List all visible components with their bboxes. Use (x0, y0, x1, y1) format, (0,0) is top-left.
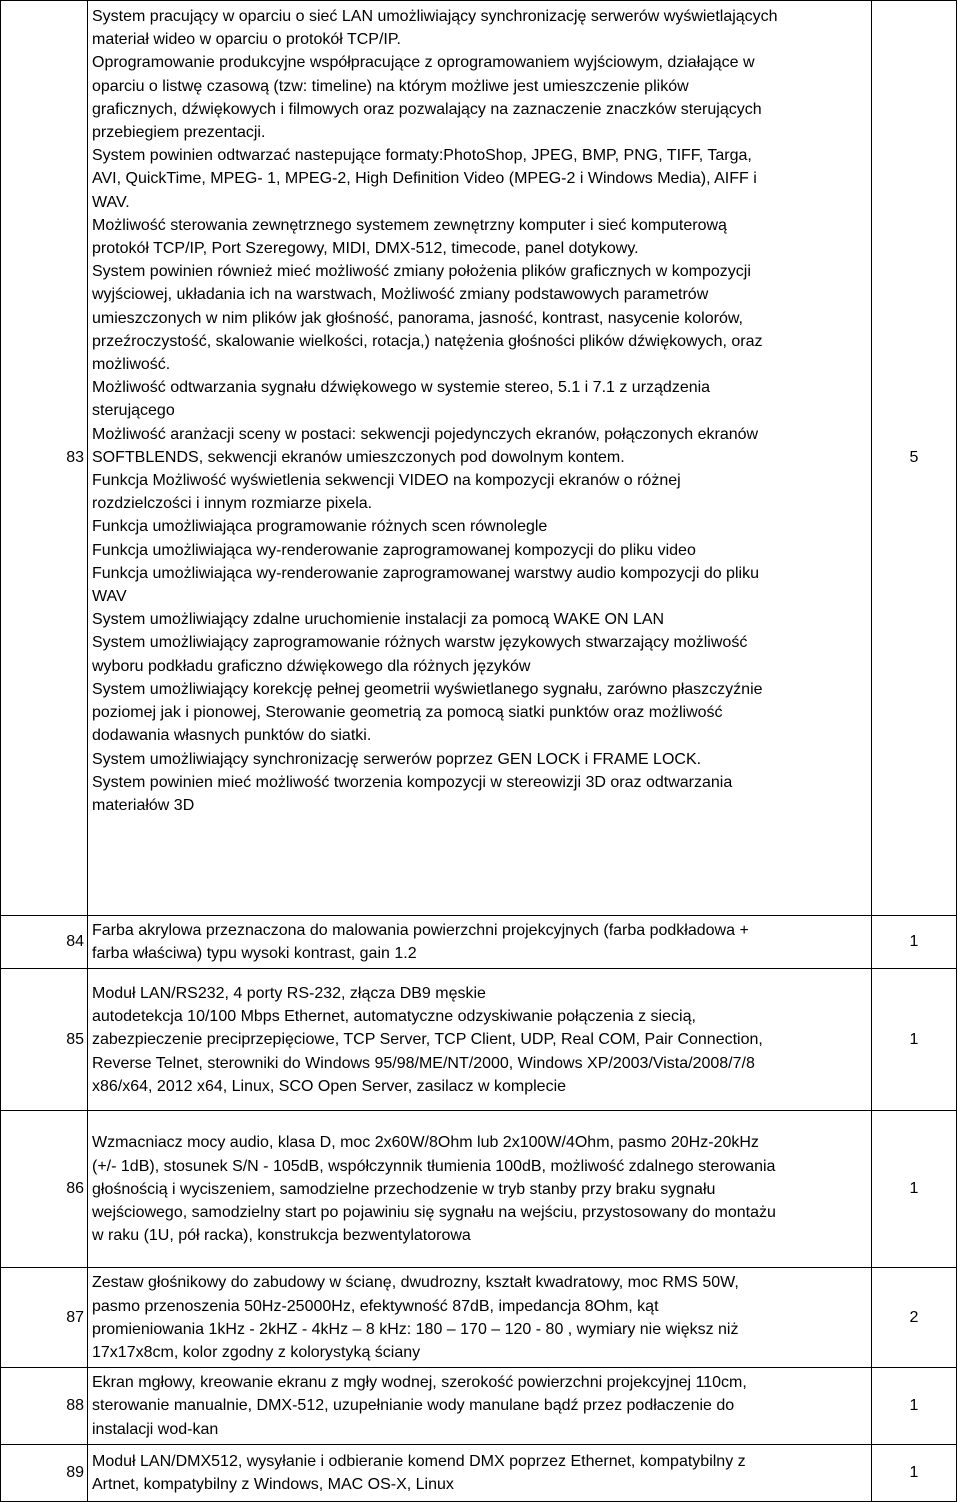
description-line: instalacji wod-kan (92, 1420, 219, 1438)
item-description (88, 916, 872, 969)
table-row (1, 1, 957, 916)
description-line: protokół TCP/IP, Port Szeregowy, MIDI, DMX-512, timecode, panel dotykowy. (92, 240, 639, 258)
description-line: wejściowego, samodzielny start po pojawiniu się sygnału na wejściu, przystosowany do montażu (92, 1204, 776, 1221)
description-line: System umożliwiający zdalne uruchomienie instalacji za pomocą WAKE ON LAN (92, 611, 665, 629)
description-line: System pracujący w oparciu o sieć LAN umożliwiający synchronizację serwerów wyświetlających (92, 8, 778, 25)
description-line: System umożliwiający synchronizację serwerów poprzez GEN LOCK i FRAME LOCK. (92, 750, 702, 768)
description-line: x86/x64, 2012 x64, Linux, SCO Open Server, zasilacz w komplecie (92, 1077, 567, 1095)
description-line: wyjściowej, układania ich na warstwach, Możliwość zmiany podstawowych parametrów (92, 286, 709, 304)
description-line: Możliwość odtwarzania sygnału dźwiękowego w systemie stereo, 5.1 i 7.1 z urządzenia (92, 379, 711, 397)
table-row (1, 1368, 957, 1445)
description-line: przeźroczystość, skalowanie wielkości, rotacja,) natężenia głośności plików dźwiękowych, oraz (92, 332, 763, 350)
description-line: promieniowania 1kHz - 2kHZ - 4kHz – 8 kHz: 180 – 170 – 120 - 80 , wymiary nie większ niż (92, 1320, 739, 1338)
item-description (88, 1111, 872, 1268)
description-line: oparciu o listwę czasową (tzw: timeline) na którym możliwe jest umieszczenie plików (92, 77, 689, 95)
item-quantity: 1 (872, 1444, 957, 1501)
description-line: wyboru podkładu graficzno dźwiękowego dla różnych języków (92, 657, 531, 675)
description-line: Ekran mgłowy, kreowanie ekranu z mgły wodnej, szerokość powierzchni projekcyjnej 110cm, (92, 1374, 747, 1392)
description-line: dodawania własnych punktów do siatki. (92, 727, 372, 745)
description-line: autodetekcja 10/100 Mbps Ethernet, automatyczne odzyskiwanie połączenia z siecią, (92, 1008, 696, 1026)
description-line: głośnością i wyciszeniem, samodzielne przechodzenie w tryb stanby przy braku sygnału (92, 1180, 716, 1198)
description-line: System umożliwiający korekcję pełnej geometrii wyświetlanego sygnału, zarówno płaszczyźnie (92, 680, 763, 698)
description-line: Funkcja Możliwość wyświetlenia sekwencji VIDEO na kompozycji ekranów o różnej (92, 472, 681, 490)
description-line: (+/- 1dB), stosunek S/N - 105dB, współczynnik tłumienia 100dB, możliwość zdalnego sterowania (92, 1157, 776, 1175)
description-line: Farba akrylowa przeznaczona do malowania powierzchni projekcyjnych (farba podkładowa + (92, 922, 749, 939)
description-line: Reverse Telnet, sterowniki do Windows 95/98/ME/NT/2000, Windows XP/2003/Vista/2008/7/8 (92, 1054, 755, 1072)
description-line: WAV (92, 588, 127, 606)
description-line: Wzmacniacz mocy audio, klasa D, moc 2x60W/8Ohm lub 2x100W/4Ohm, pasmo 20Hz-20kHz (92, 1134, 759, 1152)
description-line: rozdzielczości i innym rozmiarze pixela. (92, 495, 373, 513)
description-line: SOFTBLENDS, sekwencji ekranów umieszczonych pod dowolnym kontem. (92, 448, 625, 466)
item-number: 86 (1, 1111, 88, 1268)
description-line: możliwość. (92, 356, 171, 374)
item-quantity: 1 (872, 969, 957, 1111)
item-number: 85 (1, 969, 88, 1111)
description-line: Moduł LAN/DMX512, wysyłanie i odbieranie komend DMX poprzez Ethernet, kompatybilny z (92, 1452, 746, 1470)
item-quantity: 1 (872, 916, 957, 969)
table-row (1, 1111, 957, 1268)
item-number: 87 (1, 1268, 88, 1368)
description-line: System powinien mieć możliwość tworzenia kompozycji w stereowizji 3D oraz odtwarzania (92, 773, 733, 791)
description-line: poziomej jak i pionowej, Sterowanie geometrią za pomocą siatki punktów oraz możliwość (92, 704, 723, 722)
item-description (88, 1368, 872, 1445)
description-line: System umożliwiający zaprogramowanie różnych warstw językowych stwarzający możliwość (92, 634, 748, 652)
item-number: 88 (1, 1368, 88, 1445)
item-number: 83 (1, 1, 88, 916)
description-line: graficznych, dźwiękowych i filmowych oraz pozwalający na zaznaczenie znaczków sterujących (92, 100, 762, 118)
description-line: Funkcja umożliwiająca wy-renderowanie zaprogramowanej kompozycji do pliku video (92, 541, 696, 559)
description-line: Możliwość sterowania zewnętrznego systemem zewnętrzny komputer i sieć komputerową (92, 216, 727, 234)
description-line: w raku (1U, pół racka), konstrukcja bezwentylatorowa (92, 1227, 471, 1245)
table-row (1, 1268, 957, 1368)
description-line: Możliwość aranżacji sceny w postaci: sekwencji pojedynczych ekranów, połączonych ekranów (92, 425, 759, 443)
description-line: pasmo przenoszenia 50Hz-25000Hz, efektywność 87dB, impedancja 8Ohm, kąt (92, 1297, 659, 1315)
table-row (1, 1444, 957, 1501)
item-description (88, 969, 872, 1111)
description-line: umieszczonych w nim plików jak głośność, panorama, jasność, kontrast, nasycenie kolorów, (92, 309, 743, 327)
description-line: System powinien odtwarzać nastepujące formaty:PhotoShop, JPEG, BMP, PNG, TIFF, Targa, (92, 147, 752, 165)
description-line: WAV. (92, 193, 130, 211)
item-number: 89 (1, 1444, 88, 1501)
item-description (88, 1444, 872, 1501)
description-line: Funkcja umożliwiająca wy-renderowanie zaprogramowanej warstwy audio kompozycji do pliku (92, 564, 759, 582)
item-number: 84 (1, 916, 88, 969)
description-line: Oprogramowanie produkcyjne współpracujące z oprogramowaniem wyjściowym, działające w (92, 54, 755, 72)
table-row (1, 916, 957, 969)
description-line: 17x17x8cm, kolor zgodny z kolorystyką ściany (92, 1344, 421, 1362)
description-line: AVI, QuickTime, MPEG- 1, MPEG-2, High Definition Video (MPEG-2 i Windows Media), AIFF i (92, 170, 757, 188)
item-quantity: 2 (872, 1268, 957, 1368)
item-quantity: 1 (872, 1368, 957, 1445)
description-line: materiałów 3D (92, 796, 195, 814)
item-description (88, 1268, 872, 1368)
description-line: materiał wideo w oparciu o protokół TCP/IP. (92, 31, 401, 49)
description-line: zabezpieczenie preciprzepięciowe, TCP Server, TCP Client, UDP, Real COM, Pair Connection, (92, 1031, 763, 1049)
description-line: Moduł LAN/RS232, 4 porty RS-232, złącza DB9 męskie (92, 984, 486, 1002)
description-line: Zestaw głośnikowy do zabudowy w ścianę, dwudrozny, kształt kwadratowy, moc RMS 50W, (92, 1274, 739, 1292)
description-line: Funkcja umożliwiająca programowanie różnych scen równolegle (92, 518, 548, 536)
item-quantity: 5 (872, 1, 957, 916)
description-line: System powinien również mieć możliwość zmiany położenia plików graficznych w kompozycji (92, 263, 751, 281)
description-line: przebiegiem prezentacji. (92, 124, 266, 142)
item-quantity: 1 (872, 1111, 957, 1268)
description-line: sterowanie manualnie, DMX-512, uzupełnianie wody manulane bądź przez podłaczenie do (92, 1397, 735, 1415)
table-row (1, 969, 957, 1111)
item-description (88, 1, 872, 916)
description-line: sterującego (92, 402, 175, 420)
description-line: farba właściwa) typu wysoki kontrast, gain 1.2 (92, 945, 417, 963)
description-line: Artnet, kompatybilny z Windows, MAC OS-X, Linux (92, 1475, 454, 1493)
